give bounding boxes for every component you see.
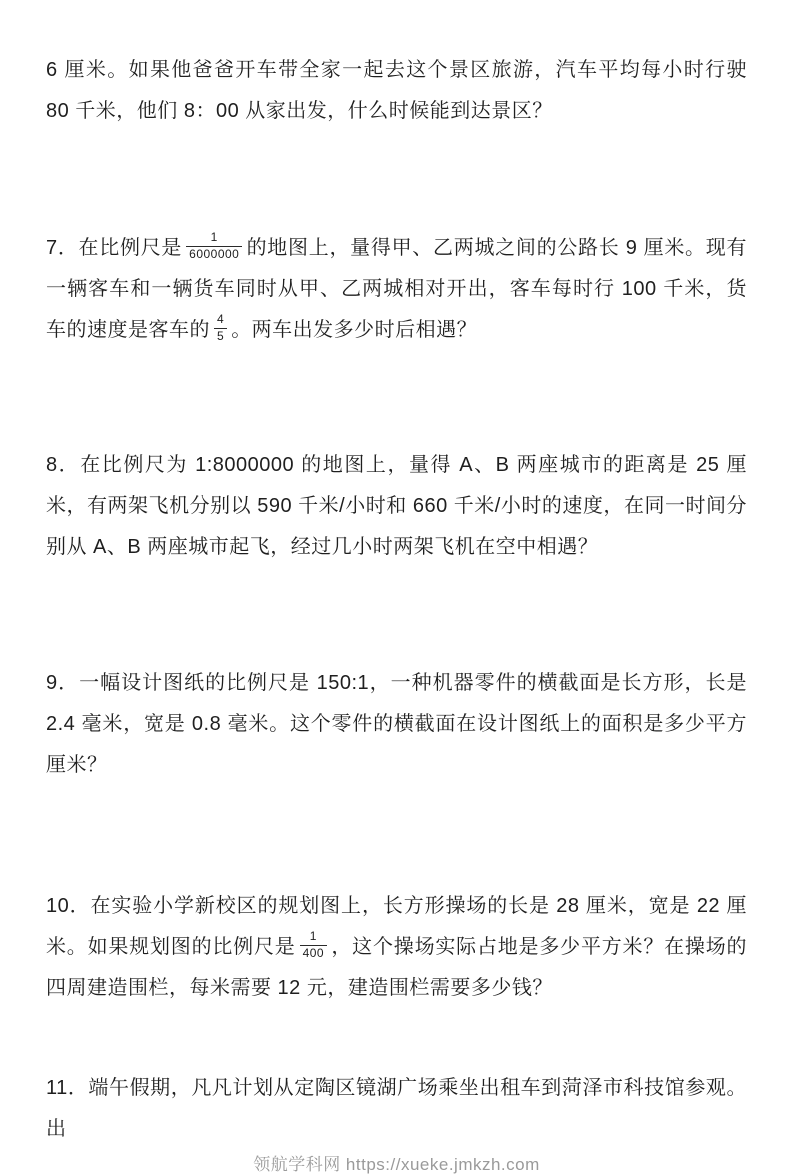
fraction: [300, 930, 328, 961]
fraction-denominator: 5: [217, 329, 225, 344]
fraction-numerator: 4: [214, 313, 227, 329]
problem-text: 。两车出发多少时后相遇？: [231, 319, 478, 341]
fraction-denominator: 6000000: [189, 247, 240, 262]
problem-8: [46, 445, 747, 568]
fraction-numerator: 1: [186, 231, 242, 247]
fraction-numerator: 1: [300, 930, 328, 946]
problem-11: [46, 1068, 747, 1150]
problem-7: [46, 228, 747, 351]
fraction-denominator: 400: [302, 946, 325, 961]
problem-text: 8．在比例尺为 1:8000000 的地图上，量得 A、B 两座城市的距离是 25 厘米，有两架飞机分别以 590 千米/小时和 660 千米/小时的速度，在同一时间分别从 A、B 两座城市起飞，经过几小时两架飞机在空中相遇？: [46, 454, 747, 558]
problem-text: 7．在比例尺是: [46, 237, 183, 259]
problem-text: 6 厘米。如果他爸爸开车带全家一起去这个景区旅游，汽车平均每小时行驶 80 千米，他们 8：00 从家出发，什么时候能到达景区？: [46, 59, 747, 122]
problem-text: 9．一幅设计图纸的比例尺是 150:1，一种机器零件的横截面是长方形，长是 2.4 毫米，宽是 0.8 毫米。这个零件的横截面在设计图纸上的面积是多少平方厘米？: [46, 672, 747, 776]
problem-text: 11．端午假期，凡凡计划从定陶区镜湖广场乘坐出租车到菏泽市科技馆参观。出: [46, 1077, 747, 1140]
problem-list: [46, 0, 747, 1150]
watermark-text: 领航学科网 https://xueke.jmkzh.com: [253, 1155, 540, 1174]
problem-text: 的地图上，量得甲、乙两城之间的公路长 9 厘米。现有一辆客车和一辆货车同时从甲、乙两城相对开出，客车每时行 100 千米，货车的速度是客车的: [46, 237, 747, 341]
watermark-footer: [46, 1150, 747, 1175]
fraction: [186, 231, 242, 262]
problem-9: [46, 663, 747, 786]
fraction: [214, 313, 227, 344]
problem-6: [46, 0, 747, 132]
problem-text: ，这个操场实际占地是多少平方米？在操场的四周建造围栏，每米需要 12 元，建造围栏需要多少钱？: [46, 936, 748, 999]
problem-10: [46, 886, 747, 1009]
problem-text: 10．在实验小学新校区的规划图上，长方形操场的长是 28 厘米，宽是 22 厘米。如果规划图的比例尺是: [46, 895, 747, 958]
